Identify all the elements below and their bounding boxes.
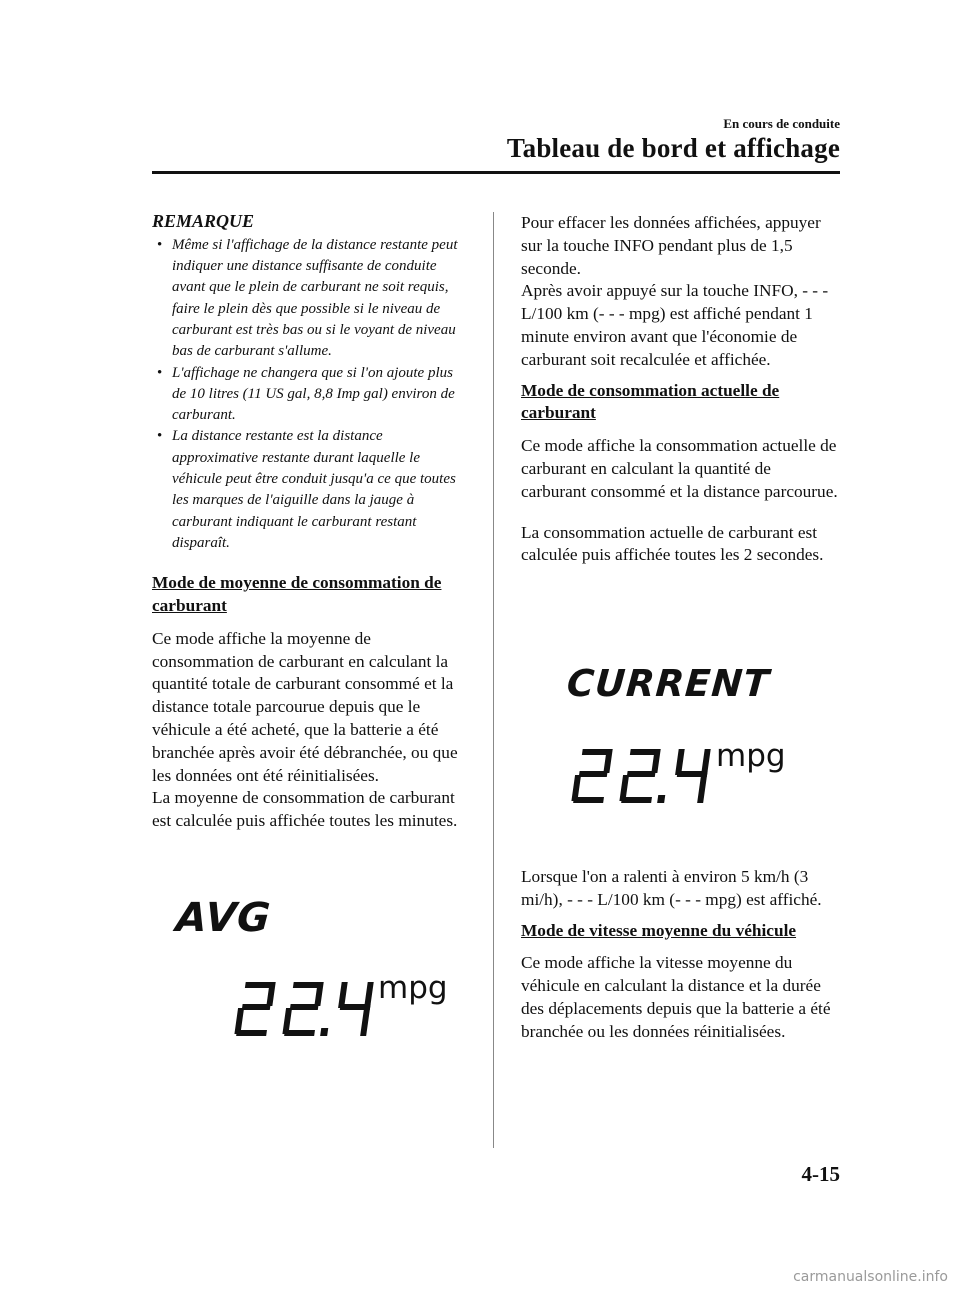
paragraph: Ce mode affiche la moyenne de consommation de carburant en calculant la quantité totale de carburant consommé et la distance totale parcourue depuis que le véhicule a été acheté, que la batterie a été branchée après avoir été débranchée, ou que les données ont été réinitialisées.: [152, 628, 458, 785]
avg-display-digits: [232, 980, 382, 1040]
column-divider: [493, 212, 494, 1148]
note-item: • L'affichage ne changera que si l'on ajoute plus de 10 litres (11 US gal, 8,8 Imp gal) environ de carburant.: [157, 364, 455, 424]
note-item: • La distance restante est la distance approximative restante durant laquelle le véhicule peut être conduit jusqu'a ce que toutes les marques de l'aiguille dans la jauge à carburant indiquant le carburant restant disparaît.: [157, 428, 456, 551]
paragraph: Ce mode affiche la consommation actuelle de carburant en calculant la quantité de carburant consommé et la distance parcourue.: [521, 436, 838, 501]
right-column-lower: [521, 866, 839, 1052]
avg-display-label: AVG: [174, 895, 273, 941]
bullet-icon: •: [157, 364, 163, 381]
note-title: REMARQUE: [152, 211, 255, 231]
left-column: [152, 210, 470, 841]
section-title-speed: Mode de vitesse moyenne du véhicule: [521, 920, 797, 940]
paragraph: Pour effacer les données affichées, appuyer sur la touche INFO pendant plus de 1,5 seconde.: [521, 213, 821, 278]
right-column: [521, 212, 839, 575]
current-display-unit: mpg: [716, 738, 786, 774]
avg-display-unit: mpg: [378, 970, 448, 1006]
page-number: 4-15: [801, 1162, 840, 1186]
paragraph: Lorsque l'on a ralenti à environ 5 km/h (3 mi/h), - - - L/100 km (- - - mpg) est affiché.: [521, 867, 822, 909]
header-rule: [152, 171, 840, 174]
bullet-icon: •: [157, 428, 163, 445]
paragraph: Après avoir appuyé sur la touche INFO, - - - L/100 km (- - - mpg) est affiché pendant 1 minute environ avant que l'économie de carburant soit recalculée et affichée.: [521, 281, 829, 369]
bullet-icon: •: [157, 236, 163, 253]
watermark: carmanualsonline.info: [793, 1269, 948, 1285]
paragraph: Ce mode affiche la vitesse moyenne du véhicule en calculant la distance et la durée des déplacements depuis que la batterie a été branchée ou les données réinitialisées.: [521, 953, 831, 1041]
note-item: • Même si l'affichage de la distance restante peut indiquer une distance suffisante de conduite avant que le plein de carburant ne soit requis, faire le plein dès que possible si le niveau de carburant est très bas ou si le voyant de niveau bas de carburant s'allume.: [157, 236, 458, 360]
note-list: [152, 235, 470, 554]
section-title-avg: Mode de moyenne de consommation de carburant: [152, 573, 442, 616]
current-display-digits: [569, 747, 719, 807]
paragraph: La consommation actuelle de carburant est calculée puis affichée toutes les 2 secondes.: [521, 522, 824, 565]
page-title: Tableau de bord et affichage: [506, 133, 840, 163]
paragraph: La moyenne de consommation de carburant est calculée puis affichée toutes les minutes.: [152, 788, 458, 831]
current-display-label: CURRENT: [565, 662, 772, 705]
chapter-label: En cours de conduite: [723, 116, 840, 131]
section-title-current: Mode de consommation actuelle de carburant: [521, 380, 780, 423]
